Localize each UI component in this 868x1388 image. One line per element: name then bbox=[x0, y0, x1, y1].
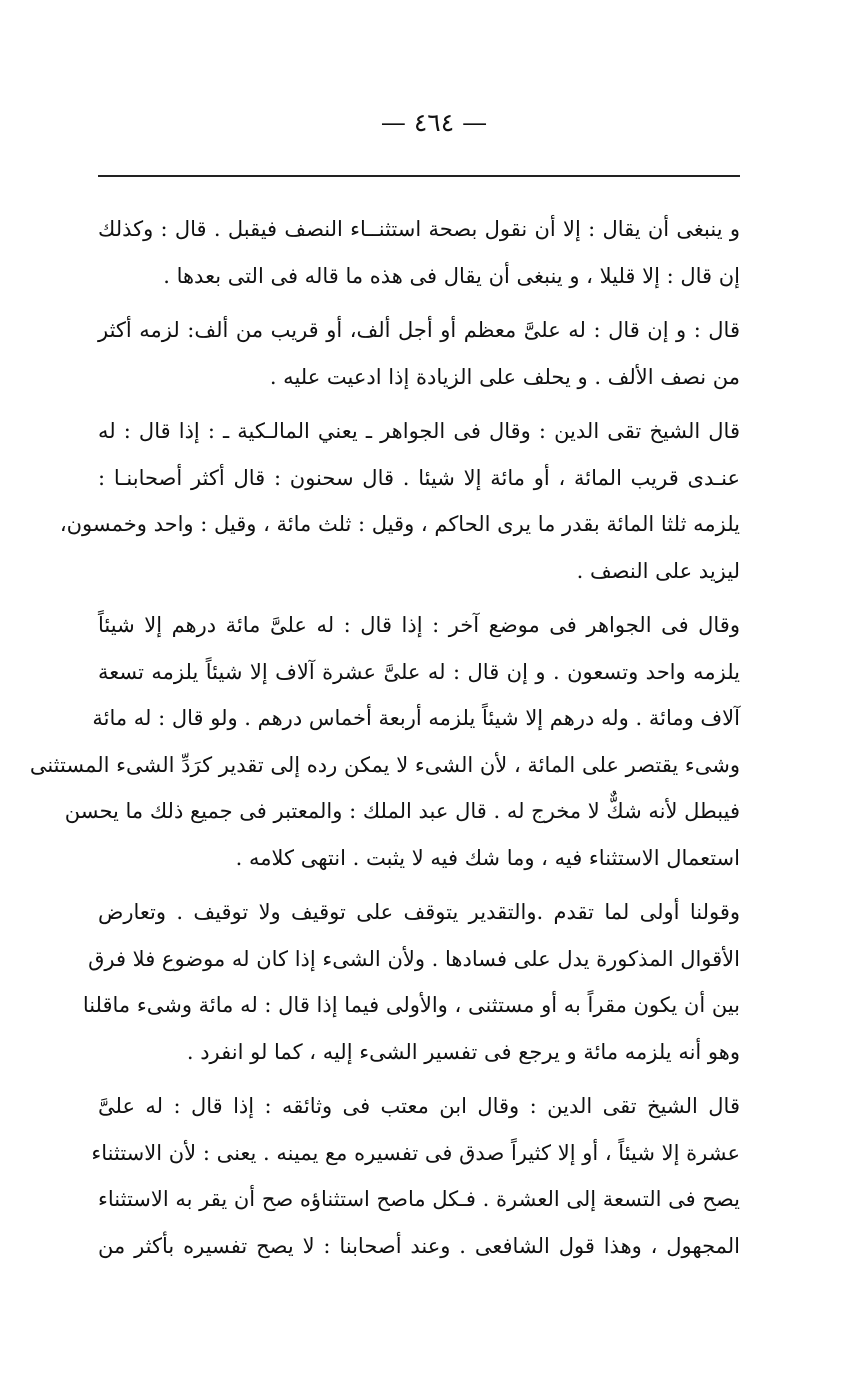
page-number: — ٤٦٤ — bbox=[380, 108, 488, 137]
text-line: استعمال الاستثناء فيه ، وما شك فيه لا يثبت . انتهى كلامه . bbox=[235, 845, 740, 870]
header-rule bbox=[98, 175, 740, 177]
text-line: فيبطل لأنه شكٌّ لا مخرج له . قال عبد الملك : والمعتبر فى جميع ذلك ما يحسن bbox=[64, 799, 740, 823]
text-line: قال الشيخ تقى الدين : وقال فى الجواهر ـ يعني المالـكية ـ : إذا قال : له bbox=[98, 419, 740, 443]
text-line: عنـدى قريب المائة ، أو مائة إلا شيئا . قال سحنون : قال أكثر أصحابنـا : bbox=[98, 465, 741, 490]
text-line: و ينبغى أن يقال : إلا أن نقول بصحة استثنــاء النصف فيقبل . قال : وكذلك bbox=[98, 217, 740, 241]
text-line: آلاف ومائة . وله درهم إلا شيئاً يلزمه أربعة أخماس درهم . ولو قال : له مائة bbox=[92, 706, 740, 730]
paragraph bbox=[59, 408, 741, 594]
text-line: من نصف الألف . و يحلف على الزيادة إذا ادعيت عليه . bbox=[269, 364, 740, 389]
paragraph bbox=[29, 602, 740, 881]
paragraph bbox=[98, 206, 740, 299]
paragraph bbox=[91, 1083, 740, 1269]
page-body bbox=[29, 206, 741, 1277]
text-line: وقولنا أولى لما تقدم .والتقدير يتوقف على توقيف ولا توقيف . وتعارض bbox=[98, 900, 740, 924]
text-line: بين أن يكون مقراً به أو مستثنى ، والأولى فيما إذا قال : له مائة وشىء ماقلنا bbox=[82, 993, 740, 1017]
text-line: وقال فى الجواهر فى موضع آخر : إذا قال : له علىَّ مائة درهم إلا شيئاً bbox=[98, 613, 740, 637]
text-line: المجهول ، وهذا قول الشافعى . وعند أصحابنا : لا يصح تفسيره بأكثر من bbox=[98, 1233, 740, 1258]
text-line: يلزمه ثلثا المائة بقدر ما يرى الحاكم ، وقيل : ثلث مائة ، وقيل : واحد وخمسون، bbox=[59, 512, 740, 536]
text-line: عشرة إلا شيئاً ، أو إلا كثيراً صدق فى تفسيره مع يمينه . يعنى : لأن الاستثناء bbox=[91, 1140, 740, 1165]
text-line: يلزمه واحد وتسعون . و إن قال : له علىَّ عشرة آلاف إلا شيئاً يلزمه تسعة bbox=[98, 659, 740, 684]
text-line: وشىء يقتصر على المائة ، لأن الشىء لا يمكن رده إلى تقدير كرَدِّ الشىء المستثنى bbox=[29, 752, 740, 777]
paragraph bbox=[82, 889, 740, 1075]
text-line: إن قال : إلا قليلا ، و ينبغى أن يقال فى هذه ما قاله فى التى بعدها . bbox=[163, 263, 740, 288]
paragraph bbox=[98, 307, 740, 400]
text-line: قال : و إن قال : له علىَّ معظم أو أجل ألف، أو قريب من ألف: لزمه أكثر bbox=[98, 318, 740, 342]
text-line: ليزيد على النصف . bbox=[576, 558, 740, 583]
text-line: قال الشيخ تقى الدين : وقال ابن معتب فى وثائقه : إذا قال : له علىَّ bbox=[98, 1094, 740, 1118]
text-line: الأقوال المذكورة يدل على فسادها . ولأن الشىء إذا كان له موضوع فلا فرق bbox=[88, 946, 740, 971]
text-line: وهو أنه يلزمه مائة و يرجع فى تفسير الشىء إليه ، كما لو انفرد . bbox=[186, 1039, 740, 1064]
text-line: يصح فى التسعة إلى العشرة . فـكل ماصح استثناؤه صح أن يقر به الاستثناء bbox=[98, 1187, 740, 1211]
